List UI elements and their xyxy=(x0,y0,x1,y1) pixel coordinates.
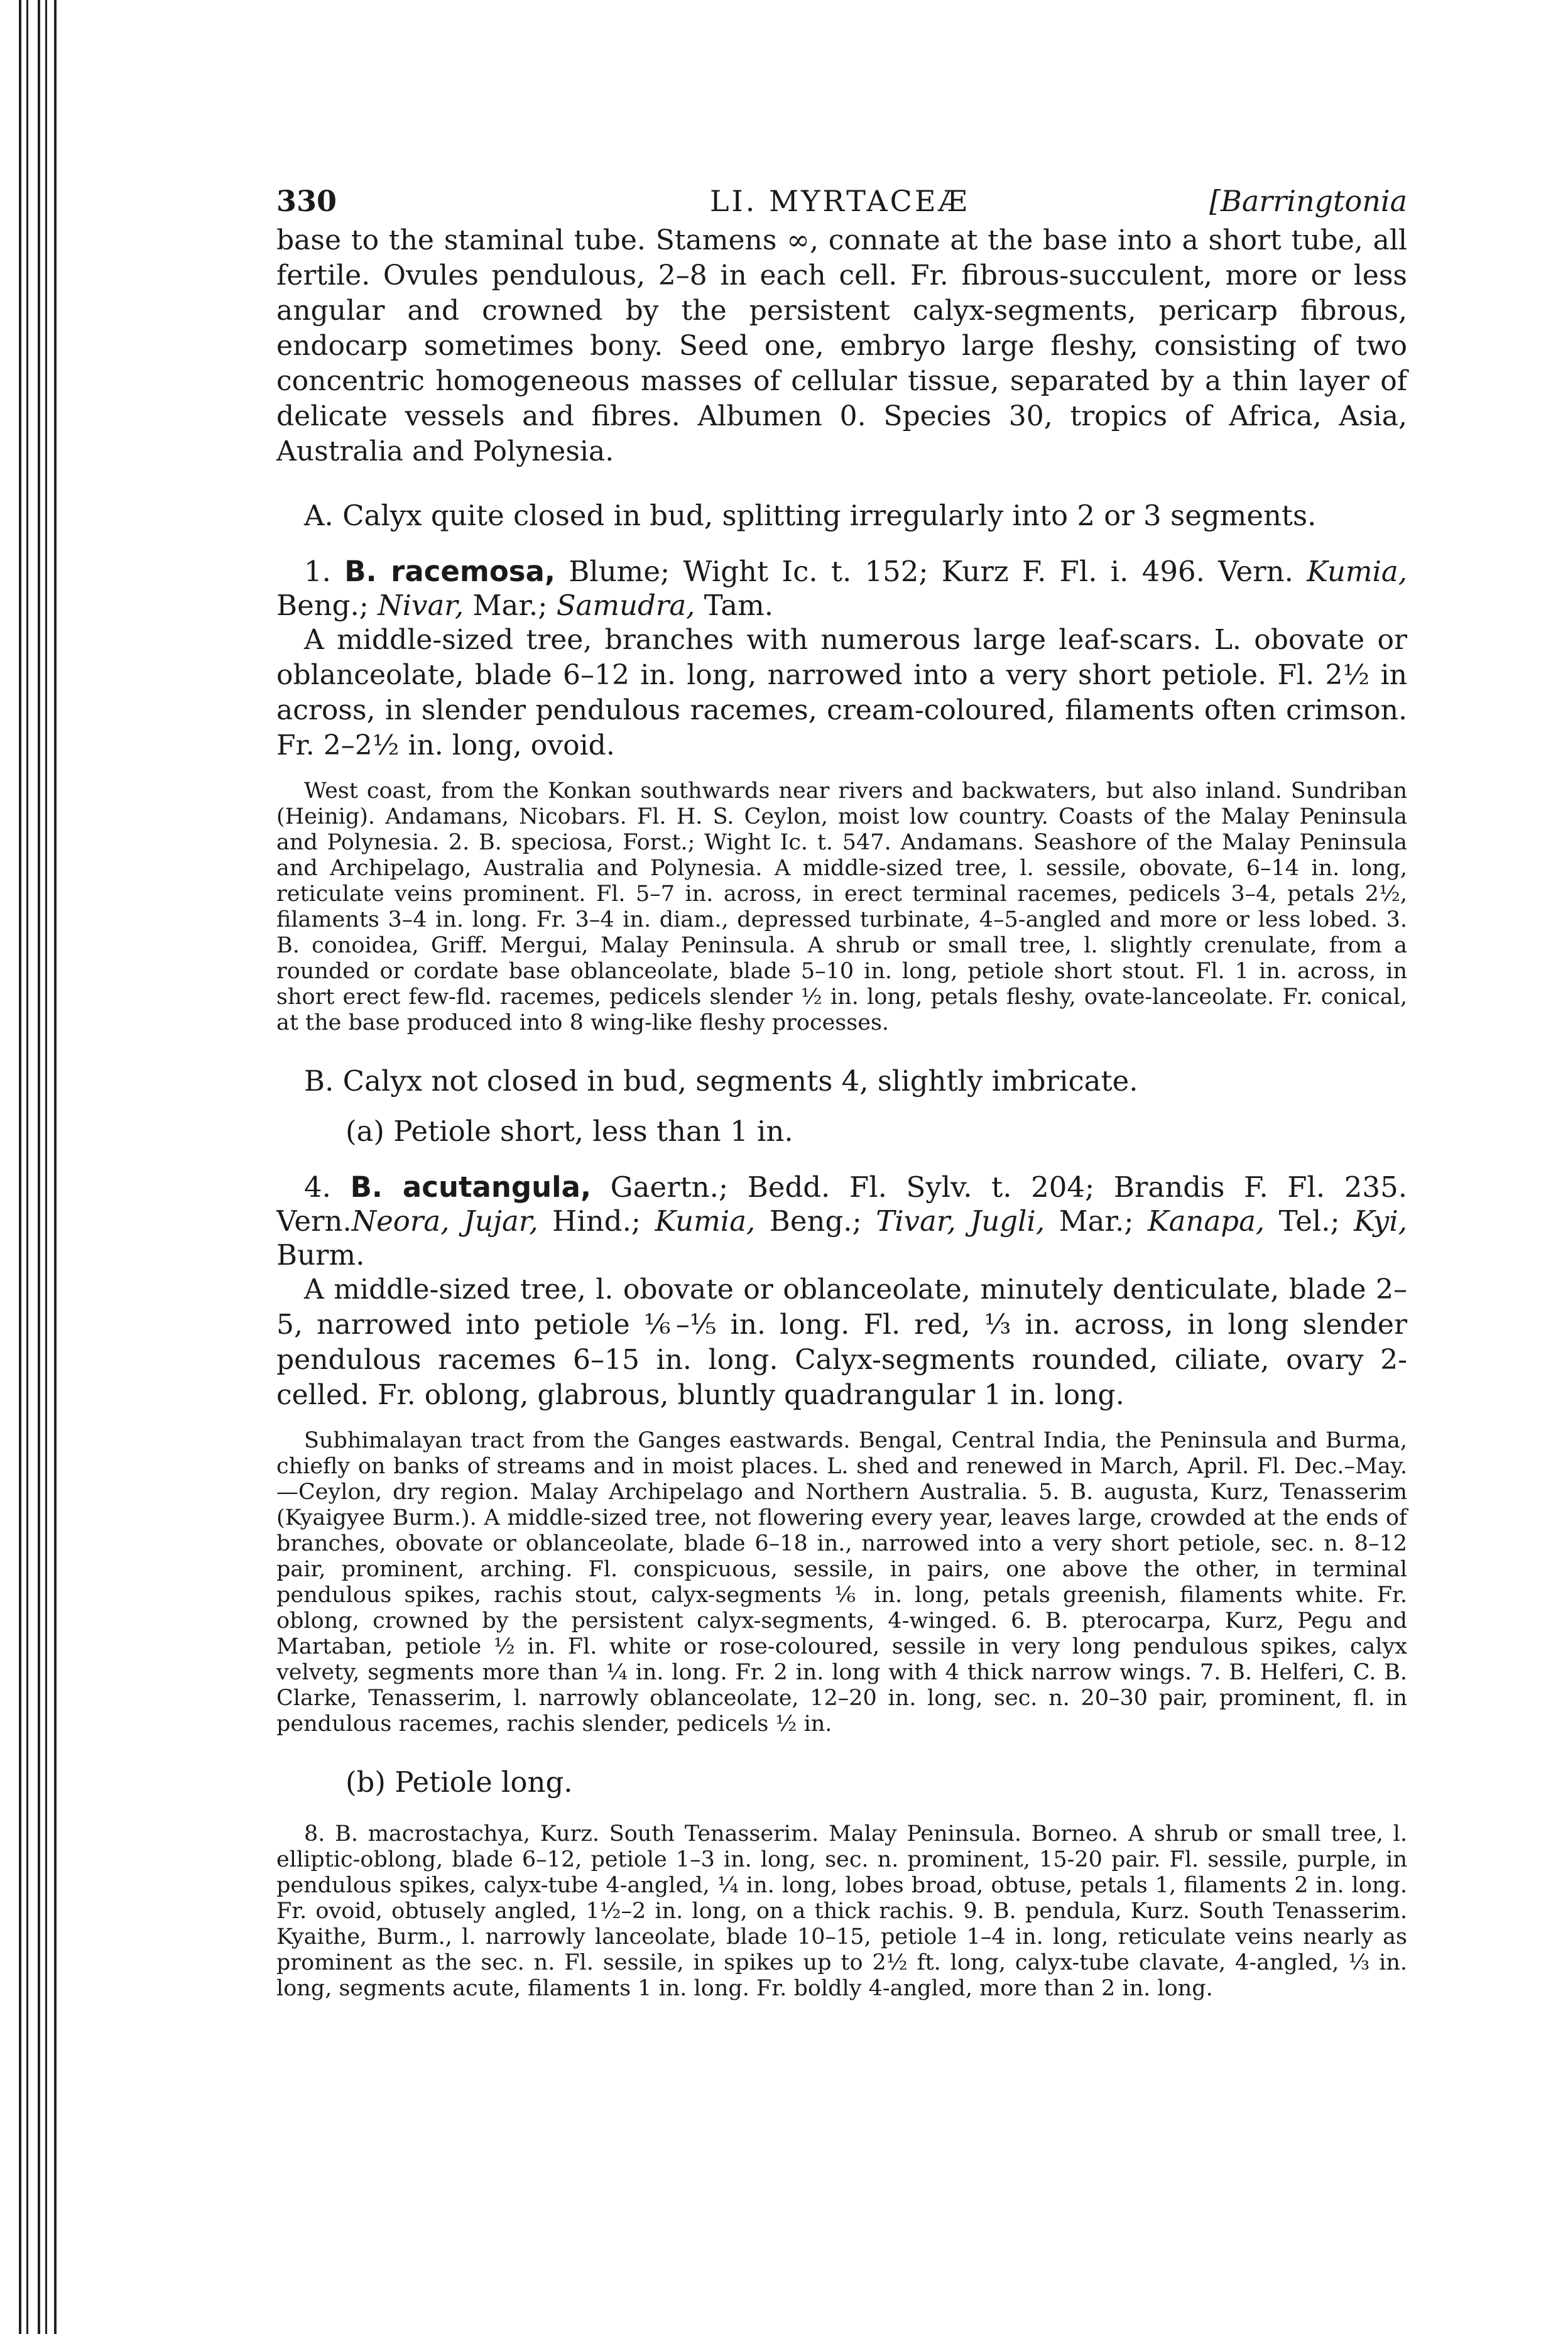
species-number: 4. xyxy=(304,1170,331,1204)
key-section-a: A. Calyx quite closed in bud, splitting irregularly into 2 or 3 segments. xyxy=(304,499,1317,532)
vernacular-name: Kumia, xyxy=(655,1204,756,1238)
vernacular-lang: Tel.; xyxy=(1265,1204,1354,1238)
species-heading xyxy=(276,1170,1407,1272)
key-section-b: B. Calyx not closed in bud, segments 4, slightly imbricate. xyxy=(304,1064,1138,1098)
vernacular-name: Samudra, xyxy=(556,589,695,622)
vernacular-name: Neora, Jujar, xyxy=(351,1204,538,1238)
vernacular-name: Nivar, xyxy=(378,589,464,622)
species-entry-acutangula xyxy=(276,1170,1407,1737)
vernacular-lang: Mar.; xyxy=(1045,1204,1148,1238)
species-description: A middle-sized tree, branches with numerous large leaf-scars. L. obovate or oblanceolate, blade 6–12 in. long, narrowed into a very short petiole. Fl. 2½ in across, in slender pendulous racemes, cream-coloured, filaments often crimson. Fr. 2–2½ in. long, ovoid. xyxy=(276,624,1407,761)
page-number: 330 xyxy=(276,184,337,218)
species-entry-racemosa xyxy=(276,555,1407,1036)
running-header xyxy=(276,179,1407,223)
genus-description: base to the staminal tube. Stamens ∞, connate at the base into a short tube, all fertile. Ovules pendulous, 2–8 in each cell. Fr. fibrous-succulent, more or less angular and crowned by the persistent calyx-segments, pericarp fibrous, endocarp sometimes bony. Seed one, embryo large fleshy, consisting of two concentric homogeneous masses of cellular tissue, separated by a thin layer of delicate vessels and fibres. Albumen 0. Species 30, tropics of Africa, Asia, Australia and Polynesia. xyxy=(276,224,1407,467)
species-name: B. racemosa, xyxy=(344,555,555,588)
key-subsection-b: (b) Petiole long. xyxy=(346,1765,573,1799)
vernacular-lang: Mar.; xyxy=(464,589,557,622)
binding-edge xyxy=(0,0,69,2334)
vernacular-lang: Beng.; xyxy=(276,589,378,622)
vernacular-name: Tivar, Jugli, xyxy=(876,1204,1045,1238)
vernacular-lang: Beng.; xyxy=(755,1204,876,1238)
key-subsection-a: (a) Petiole short, less than 1 in. xyxy=(346,1115,793,1148)
species-citation: Gaertn.; Bedd. Fl. Sylv. t. 204; Brandis F. Fl. 235. Vern. xyxy=(276,1170,1407,1238)
vernacular-name: Kumia, xyxy=(1307,555,1408,588)
species-number: 1. xyxy=(304,555,331,588)
species-description: A middle-sized tree, l. obovate or oblanceolate, minutely denticulate, blade 2–5, narrowed into petiole ⅙–⅕ in. long. Fl. red, ⅓ in. across, in long slender pendulous racemes 6–15 in. long. Calyx-segments rounded, ciliate, ovary 2-celled. Fr. oblong, glabrous, bluntly quadrangular 1 in. long. xyxy=(276,1273,1407,1411)
species-heading xyxy=(276,555,1407,623)
family-title: LI. MYRTACEÆ xyxy=(710,184,970,218)
genus-running-title: [Barringtonia xyxy=(1209,184,1407,218)
species-notes-petiole-long: 8. B. macrostachya, Kurz. South Tenasserim. Malay Peninsula. Borneo. A shrub or small tree, l. elliptic-oblong, blade 6–12, petiole 1–3 in. long, sec. n. prominent, 15-20 pair. Fl. sessile, purple, in pendulous spikes, calyx-tube 4-angled, ¼ in. long, lobes broad, obtuse, petals 1, filaments 2 in. long. Fr. ovoid, obtusely angled, 1½–2 in. long, on a thick rachis. 9. B. pendula, Kurz. South Tenasserim. Kyaithe, Burm., l. narrowly lanceolate, blade 10–15, petiole 1–4 in. long, reticulate veins nearly as prominent as the sec. n. Fl. sessile, in spikes up to 2½ ft. long, calyx-tube clavate, 4-angled, ⅓ in. long, segments acute, filaments 1 in. long. Fr. boldly 4-angled, more than 2 in. long. xyxy=(276,1821,1407,2001)
vernacular-name: Kyi, xyxy=(1354,1204,1408,1238)
vernacular-lang: Hind.; xyxy=(538,1204,655,1238)
vernacular-name: Kanapa, xyxy=(1148,1204,1265,1238)
species-citation: Blume; Wight Ic. t. 152; Kurz F. Fl. i. 496. Vern. xyxy=(555,555,1293,588)
page-body xyxy=(276,179,1407,2002)
species-notes: Subhimalayan tract from the Ganges eastwards. Bengal, Central India, the Peninsula and Burma, chiefly on banks of streams and in moist places. L. shed and renewed in March, April. Fl. Dec.–May.—Ceylon, dry region. Malay Archipelago and Northern Australia. 5. B. augusta, Kurz, Tenasserim (Kyaigyee Burm.). A middle-sized tree, not flowering every year, leaves large, crowded at the ends of branches, obovate or oblanceolate, blade 6–18 in., narrowed into a very short petiole, sec. n. 8–12 pair, prominent, arching. Fl. conspicuous, sessile, in pairs, one above the other, in terminal pendulous spikes, rachis stout, calyx-segments ⅙ in. long, petals greenish, filaments white. Fr. oblong, crowned by the persistent calyx-segments, 4-winged. 6. B. pterocarpa, Kurz, Pegu and Martaban, petiole ½ in. Fl. white or rose-coloured, sessile in very long pendulous spikes, calyx velvety, segments more than ¼ in. long. Fr. 2 in. long with 4 thick narrow wings. 7. B. Helferi, C. B. Clarke, Tenasserim, l. narrowly oblanceolate, 12–20 in. long, sec. n. 20–30 pair, prominent, fl. in pendulous racemes, rachis slender, pedicels ½ in. xyxy=(276,1428,1407,1737)
vernacular-lang: Tam. xyxy=(695,589,774,622)
species-name: B. acutangula, xyxy=(350,1170,592,1204)
species-notes: West coast, from the Konkan southwards near rivers and backwaters, but also inland. Sundriban (Heinig). Andamans, Nicobars. Fl. H. S. Ceylon, moist low country. Coasts of the Malay Peninsula and Polynesia. 2. B. speciosa, Forst.; Wight Ic. t. 547. Andamans. Seashore of the Malay Peninsula and Archipelago, Australia and Polynesia. A middle-sized tree, l. sessile, obovate, 6–14 in. long, reticulate veins prominent. Fl. 5–7 in. across, in erect terminal racemes, pedicels 3–4, petals 2½, filaments 3–4 in. long. Fr. 3–4 in. diam., depressed turbinate, 4–5-angled and more or less lobed. 3. B. conoidea, Griff. Mergui, Malay Peninsula. A shrub or small tree, l. slightly crenulate, from a rounded or cordate base oblanceolate, blade 5–10 in. long, petiole short stout. Fl. 1 in. across, in short erect few-fld. racemes, pedicels slender ½ in. long, petals fleshy, ovate-lanceolate. Fr. conical, at the base produced into 8 wing-like fleshy processes. xyxy=(276,778,1407,1035)
vernacular-lang: Burm. xyxy=(276,1238,365,1272)
